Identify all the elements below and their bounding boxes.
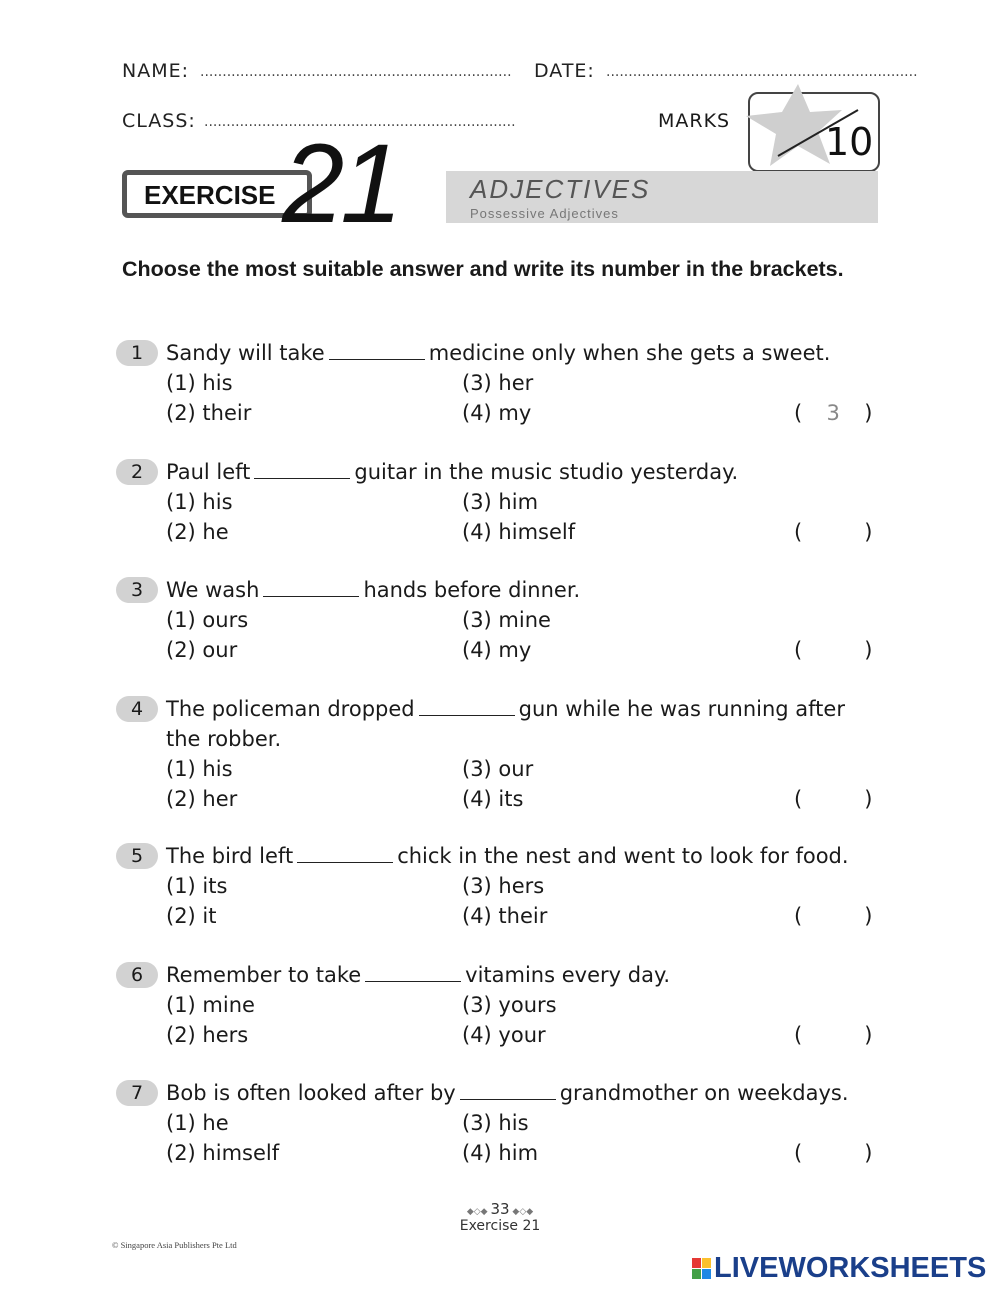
- answer-bracket: ( 3 ): [794, 401, 873, 425]
- option-4: (4) my: [462, 401, 532, 425]
- option-4: (4) your: [462, 1023, 546, 1047]
- question-text-after: gun while he was running after: [518, 697, 845, 721]
- question-text: [166, 842, 849, 870]
- option-2: (2) he: [166, 520, 229, 544]
- question-text-before: The policeman dropped: [166, 697, 415, 721]
- option-3: (3) her: [462, 371, 534, 395]
- question-number: 6: [116, 962, 158, 988]
- option-3: (3) yours: [462, 993, 557, 1017]
- name-label: NAME:: [122, 60, 190, 82]
- answer-blank[interactable]: [263, 578, 359, 597]
- question-item: [116, 1080, 886, 1169]
- option-2: (2) hers: [166, 1023, 249, 1047]
- option-3: (3) mine: [462, 608, 551, 632]
- option-1: (1) ours: [166, 608, 249, 632]
- answer-bracket: ( ): [794, 904, 873, 928]
- option-1: (1) its: [166, 874, 228, 898]
- answer-bracket: ( ): [794, 787, 873, 811]
- date-field[interactable]: ......................................................................: [606, 64, 918, 80]
- option-4: (4) my: [462, 638, 532, 662]
- question-text-after: guitar in the music studio yesterday.: [354, 460, 739, 484]
- class-field[interactable]: ......................................................................: [204, 114, 516, 130]
- question-text-before: Sandy will take: [166, 341, 325, 365]
- answer-bracket: ( ): [794, 638, 873, 662]
- option-1: (1) mine: [166, 993, 255, 1017]
- question-item: [116, 340, 886, 429]
- option-2: (2) himself: [166, 1141, 280, 1165]
- question-item: [116, 843, 886, 932]
- option-3: (3) hers: [462, 874, 545, 898]
- answer-bracket: ( ): [794, 1023, 873, 1047]
- question-text-before: Remember to take: [166, 963, 362, 987]
- answer-blank[interactable]: [297, 844, 393, 863]
- question-text: [166, 458, 738, 486]
- answer-bracket: ( ): [794, 1141, 873, 1165]
- page-number: ◆◇◆ 33 ◆◇◆: [466, 1200, 534, 1218]
- ornament-icon: ◆◇◆: [466, 1207, 491, 1217]
- marks-label: MARKS: [658, 110, 731, 132]
- liveworksheets-logo-icon: [692, 1258, 712, 1280]
- question-text-continued: the robber.: [166, 727, 282, 751]
- answer-bracket: ( ): [794, 520, 873, 544]
- copyright: © Singapore Asia Publishers Pte Ltd: [112, 1240, 237, 1250]
- option-2: (2) our: [166, 638, 238, 662]
- topic-title: ADJECTIVES: [470, 174, 651, 204]
- question-text-before: Bob is often looked after by: [166, 1081, 456, 1105]
- question-text: [166, 961, 670, 989]
- question-text-after: medicine only when she gets a sweet.: [428, 341, 831, 365]
- question-number: 4: [116, 696, 158, 722]
- question-text: [166, 339, 830, 367]
- exercise-label: EXERCISE: [144, 180, 276, 210]
- question-text: [166, 695, 845, 723]
- option-2: (2) their: [166, 401, 252, 425]
- date-label: DATE:: [534, 60, 595, 82]
- answer-input[interactable]: 3: [826, 401, 840, 425]
- answer-blank[interactable]: [365, 963, 461, 982]
- option-3: (3) his: [462, 1111, 529, 1135]
- answer-blank[interactable]: [329, 341, 425, 360]
- instruction-text: Choose the most suitable answer and write its number in the brackets.: [122, 257, 844, 281]
- question-text-after: hands before dinner.: [363, 578, 581, 602]
- option-1: (1) his: [166, 757, 233, 781]
- option-1: (1) his: [166, 371, 233, 395]
- question-text: [166, 576, 580, 604]
- option-1: (1) he: [166, 1111, 229, 1135]
- question-item: [116, 962, 886, 1051]
- option-1: (1) his: [166, 490, 233, 514]
- question-text-before: We wash: [166, 578, 260, 602]
- question-number: 5: [116, 843, 158, 869]
- topic-subtitle: Possessive Adjectives: [470, 206, 619, 221]
- option-3: (3) him: [462, 490, 539, 514]
- option-2: (2) her: [166, 787, 238, 811]
- answer-blank[interactable]: [419, 697, 515, 716]
- question-text-before: Paul left: [166, 460, 251, 484]
- liveworksheets-brand[interactable]: LIVEWORKSHEETS: [714, 1252, 987, 1284]
- option-4: (4) their: [462, 904, 548, 928]
- class-label: CLASS:: [122, 110, 196, 132]
- question-text-after: vitamins every day.: [465, 963, 671, 987]
- option-4: (4) its: [462, 787, 524, 811]
- exercise-number: 21: [282, 121, 399, 246]
- question-number: 1: [116, 340, 158, 366]
- question-number: 3: [116, 577, 158, 603]
- question-text: [166, 1079, 849, 1107]
- answer-blank[interactable]: [460, 1081, 556, 1100]
- question-text-before: The bird left: [166, 844, 294, 868]
- option-3: (3) our: [462, 757, 534, 781]
- question-item: [116, 459, 886, 548]
- option-2: (2) it: [166, 904, 217, 928]
- option-4: (4) him: [462, 1141, 539, 1165]
- name-field[interactable]: ......................................................................: [200, 64, 512, 80]
- question-text-after: grandmother on weekdays.: [559, 1081, 849, 1105]
- marks-total: 10: [825, 120, 874, 164]
- answer-blank[interactable]: [254, 460, 350, 479]
- ornament-icon: ◆◇◆: [509, 1207, 534, 1217]
- option-4: (4) himself: [462, 520, 576, 544]
- question-number: 2: [116, 459, 158, 485]
- question-item: [116, 696, 886, 815]
- question-text-after: chick in the nest and went to look for food.: [397, 844, 849, 868]
- footer-exercise-ref: Exercise 21: [459, 1218, 541, 1234]
- question-number: 7: [116, 1080, 158, 1106]
- question-item: [116, 577, 886, 666]
